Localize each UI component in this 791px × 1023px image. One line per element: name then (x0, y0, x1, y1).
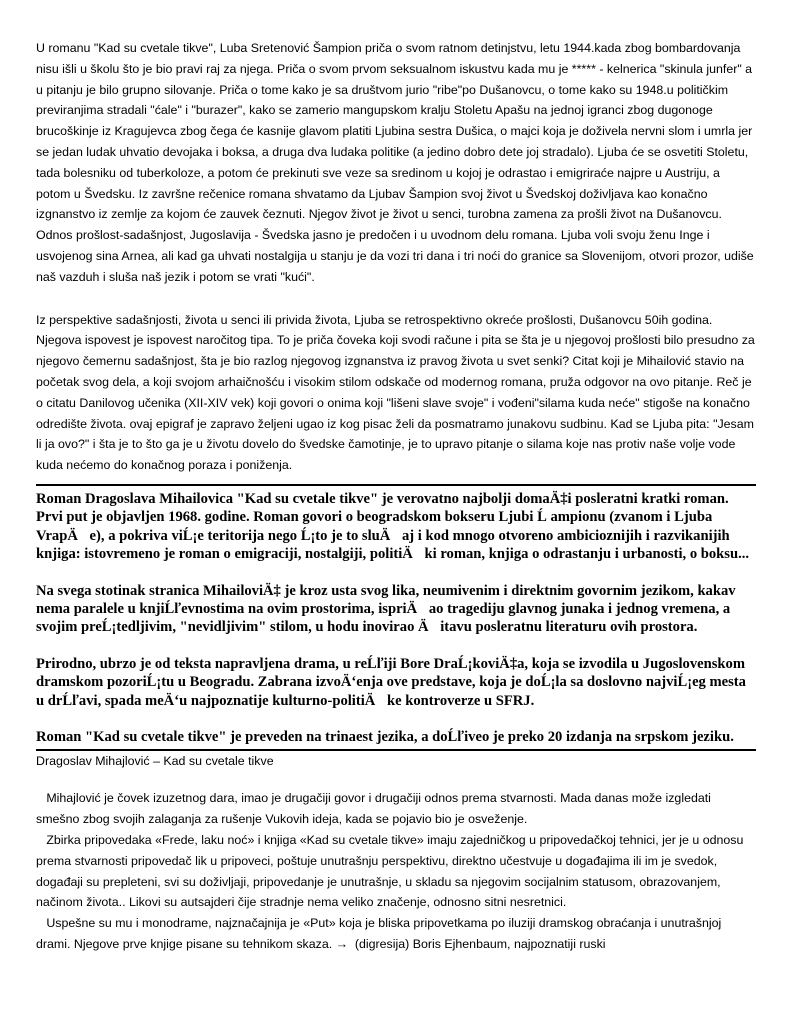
closing-paragraph-1: Mihajlović je čovek izuzetnog dara, imao je drugačiji govor i drugačiji odnos prema stvarnosti. Mada danas može izgledati smešno zbog svojih zalaganja za rušenje Vukovih ideja, kada se pojavio bio je osveženje. (36, 791, 715, 827)
boxed-paragraph-1: Roman Dragoslava Mihailovica "Kad su cvetale tikve" je verovatno najbolji domaÄ‡i posleratni kratki roman. Prvi put je objavljen 1968. godine. Roman govori o beogradskom bokseru Ljubi Ĺ ampionu (zvanom i Ljuba VrapÄe), a pokriva viĹ¡e teritorija nego Ĺ¡to je to sluÄaj i kod mnogo otvoreno ambicioznijih i razvikanijih knjiga: istovremeno je roman o emigraciji, nostalgiji, politiÄki roman, knjiga o odrastanju i urbanosti, o boksu... (36, 490, 750, 563)
closing-paragraph-3: Uspešne su mu i monodrame, najznačajnija je «Put» koja je bliska pripovetkama po iluziji dramskog obraćanja i unutrašnjoj drami. Njegove prve knjige pisane su tehnikom skaza. → (digresija) Boris Ejhenbaum, najpoznatiji ruski (36, 916, 725, 951)
paragraph-spacer (36, 770, 756, 788)
document-page (36, 38, 756, 955)
paragraph-spacer (36, 288, 756, 310)
boxed-summary (36, 484, 756, 751)
intro-paragraph-2: Iz perspektive sadašnjosti, života u senci ili privida života, Ljuba se retrospektivno okreće prošlosti, Dušanovcu 50ih godina. Njegova ispovest je ispovest naročitog tipa. To je priča čoveka koji svodi račune i pita se šta je u njegovoj prošlosti bilo presudno za njegovo čemernu sadašnjost, šta je bio razlog njegovog izgnanstva iz pravog života u svet senki? Citat koji je Mihailović stavio na početak svog dela, a koji svojom arhaičnošću i visokim stilom odskače od modernog romana, pruža odgovor na ovo pitanje. Reč je o citatu Danilovog učenika (XII-XIV vek) koji govori o onima koji "lišeni slave svoje" i vođeni"silama kuda neće" stigoše na konačno odredište života. ovaj epigraf je zapravo željeni ugao iz kog pisac želi da posmatramo junakovu sudbinu. Kad se Ljuba pita: "Jesam li ja ovo?" i šta je to što ga je u životu dovelo do švedske čamotinje, je to upravo pitanje o silama koje nas protiv naše volje vode kuda nećemo do konačnog poraza i poniženja. (36, 312, 755, 473)
intro-paragraph-1: U romanu "Kad su cvetale tikve", Luba Sretenović Šampion priča o svom ratnom detinjstvu, letu 1944.kada zbog bombardovanja nisu išli u školu što je bio pravi raj za njega. Priča o svom prvom seksualnom iskustvu kada mu je ***** - kelnerica "skinula junfer" a u pitanju je bilo grupno silovanje. Priča o tome kako je sa društvom jurio "ribe"po Dušanovcu, o tome kako su 1948.u političkim previranjima stradali "ćale" i "burazer", kako se zamerio mangupskom kralju Stoletu Apašu na jednoj igranci zbog dugonoge brucoškinje iz Kragujevca zbog čega će kasnije glavom platiti Ljubina sestra Dušica, o majci koja je doživela nervni slom i umrla jer se jedan ludak uhvatio devojaka i boksa, a druga dva ludaka politike (a jedino dobro dete joj stradalo). Ljuba će se osvetiti Stoletu, tada bolesniku od tuberkoloze, a potom će prekinuti sve veze sa sredinom u kojoj je odrastao i emigriraće najpre u Austriju, a potom u Švedsku. Iz završne rečenice romana shvatamo da Ljubav Šampion svoj život u Švedskoj doživljava kao konačno izgnanstvo iz zemlje za kojom će zauvek čeznuti. Njegov život je život u senci, turobna zamena za prošli život na Dušanovcu. Odnos prošlost-sadašnjost, Jugoslavija - Švedska jasno je predočen i u uvodnom delu romana. Ljuba voli svoju ženu Inge i usvojenog sina Arnea, ali kad ga uhvati nostalgija u stanju je da vozi tri dana i tri noći do granice sa Slovenijom, otvori prozor, udiše naš vazduh i sluša naš jezik i potom se vrati "kući". (36, 41, 754, 284)
boxed-paragraph-4: Roman "Kad su cvetale tikve" je preveden na trinaest jezika, a doĹľiveo je preko 20 izdanja na srpskom jeziku. (36, 729, 734, 745)
section-caption: Dragoslav Mihajlović – Kad su cvetale tikve (36, 754, 274, 769)
boxed-paragraph-3: Prirodno, ubrzo je od teksta napravljena drama, u reĹľiji Bore DraĹ¡koviÄ‡a, koja se izvodila u Jugoslovenskom dramskom pozoriĹ¡tu u Beogradu. Zabrana izvoÄ‘enja ove predstave, koja je doĹ¡la sa doslovno najviĹ¡eg mesta u drĹľavi, spada meÄ‘u najpoznatije kulturno-politiÄke kontroverze u SFRJ. (36, 655, 746, 709)
boxed-paragraph-2: Na svega stotinak stranica MihailoviÄ‡ je kroz usta svog lika, neumivenim i direktnim govornim jezikom, kakav nema paralele u knjiĹľevnostima na ovim prostorima, ispriÄao tragediju glavnog junaka i jednog vremena, a svojim preĹ¡tedljivim, "nevidljivim" stilom, u hodu inovirao Äitavu posleratnu literaturu ovih prostora. (36, 582, 736, 636)
closing-paragraph-2: Zbirka pripovedaka «Frede, laku noć» i knjiga «Kad su cvetale tikve» imaju zajedničkog u pripovedačkoj tehnici, jer je u odnosu prema stvarnosti pripovedač lik u pripoveci, poštuje unutrašnju perspektivu, direktno učestvuje u događajima ili im je svedok, događaji su prepleteni, svi su doživljaji, pripovedanje je unutrašnje, u skladu sa njegovim socijalnim statusom, obrazovanjem, načinom života.. Likovi su autsajderi čije stradnje nema veliko značenje, odnosno sitni nesretnici. (36, 833, 747, 910)
